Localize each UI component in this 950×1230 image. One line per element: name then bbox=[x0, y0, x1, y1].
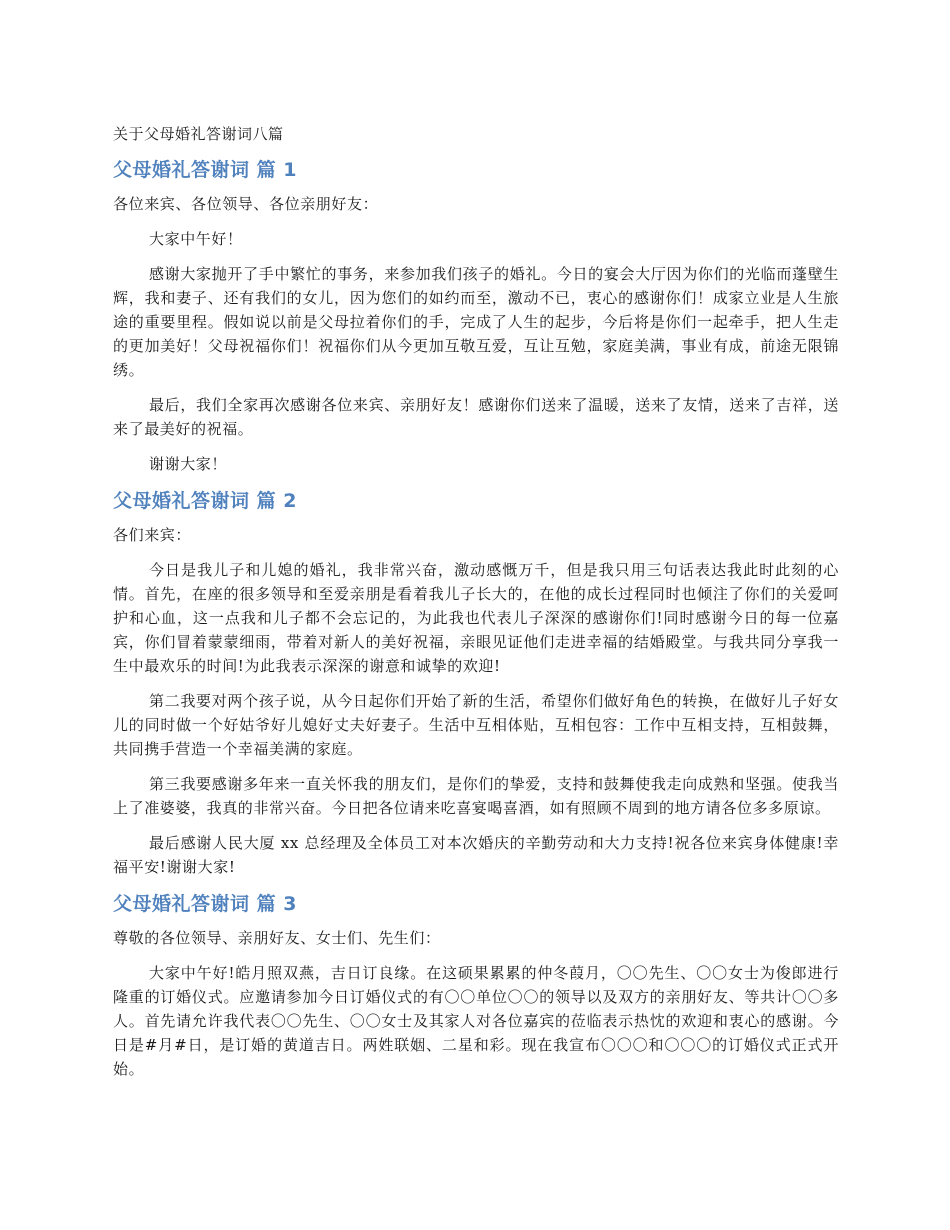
document-title: 关于父母婚礼答谢词八篇 bbox=[113, 125, 284, 143]
paragraph: 第二我要对两个孩子说，从今日起你们开始了新的生活，希望你们做好角色的转换，在做好儿子好女儿的同时做一个好姑爷好儿媳好丈夫好妻子。生活中互相体贴，互相包容：工作中互相支持，互相鼓舞，共同携手营造一个幸福美满的家庭。 bbox=[113, 692, 839, 758]
paragraph: 感谢大家抛开了手中繁忙的事务，来参加我们孩子的婚礼。今日的宴会大厅因为你们的光临而蓬壁生辉，我和妻子、还有我们的女儿，因为您们的如约而至，激动不已，衷心的感谢你们！成家立业是人生旅途的重要里程。假如说以前是父母拉着你们的手，完成了人生的起步，今后将是你们一起牵手，把人生走的更加美好！父母祝福你们！祝福你们从今更加互敬互爱，互让互勉，家庭美满，事业有成，前途无限锦绣。 bbox=[113, 265, 839, 379]
salutation: 各们来宾： bbox=[113, 526, 192, 544]
paragraph: 大家中午好！ bbox=[149, 230, 243, 248]
section-3 bbox=[113, 890, 839, 1081]
paragraph: 第三我要感谢多年来一直关怀我的朋友们，是你们的挚爱，支持和鼓舞使我走向成熟和坚强。使我当上了准婆婆，我真的非常兴奋。今日把各位请来吃喜宴喝喜酒，如有照顾不周到的地方请各位多多原谅。 bbox=[113, 775, 839, 817]
section-heading: 父母婚礼答谢词 篇 1 bbox=[113, 159, 297, 181]
section-heading: 父母婚礼答谢词 篇 2 bbox=[113, 490, 297, 512]
paragraph: 今日是我儿子和儿媳的婚礼，我非常兴奋，激动感慨万千，但是我只用三句话表达我此时此刻的心情。首先，在座的很多领导和至爱亲朋是看着我儿子长大的，在他的成长过程同时也倾注了你们的关爱呵护和心血，这一点我和儿子都不会忘记的，为此我也代表儿子深深的感谢你们!同时感谢今日的每一位嘉宾，你们冒着蒙蒙细雨，带着对新人的美好祝福，亲眼见证他们走进幸福的结婚殿堂。与我共同分享我一生中最欢乐的时间!为此我表示深深的谢意和诚挚的欢迎! bbox=[113, 561, 839, 675]
salutation: 尊敬的各位领导、亲朋好友、女士们、先生们： bbox=[113, 929, 441, 947]
section-1 bbox=[113, 156, 839, 476]
paragraph: 谢谢大家！ bbox=[149, 455, 228, 473]
paragraph: 大家中午好!皓月照双燕，吉日订良缘。在这硕果累累的仲冬葭月，〇〇先生、〇〇女士为俊郎进行隆重的订婚仪式。应邀请参加今日订婚仪式的有〇〇单位〇〇的领导以及双方的亲朋好友、等共计〇〇多人。首先请允许我代表〇〇先生、〇〇女士及其家人对各位嘉宾的莅临表示热忱的欢迎和衷心的感谢。今日是#月#日，是订婚的黄道吉日。两姓联姻、二星和彩。现在我宣布〇〇〇和〇〇〇的订婚仪式正式开始。 bbox=[113, 964, 839, 1078]
document-page bbox=[113, 122, 839, 1092]
section-heading: 父母婚礼答谢词 篇 3 bbox=[113, 893, 297, 915]
paragraph: 最后感谢人民大厦 xx 总经理及全体员工对本次婚庆的辛勤劳动和大力支持!祝各位来宾身体健康!幸福平安!谢谢大家! bbox=[113, 834, 839, 876]
paragraph: 最后，我们全家再次感谢各位来宾、亲朋好友！感谢你们送来了温暖，送来了友情，送来了吉祥，送来了最美好的祝福。 bbox=[113, 396, 839, 438]
salutation: 各位来宾、各位领导、各位亲朋好友： bbox=[113, 195, 379, 213]
section-2 bbox=[113, 487, 839, 879]
